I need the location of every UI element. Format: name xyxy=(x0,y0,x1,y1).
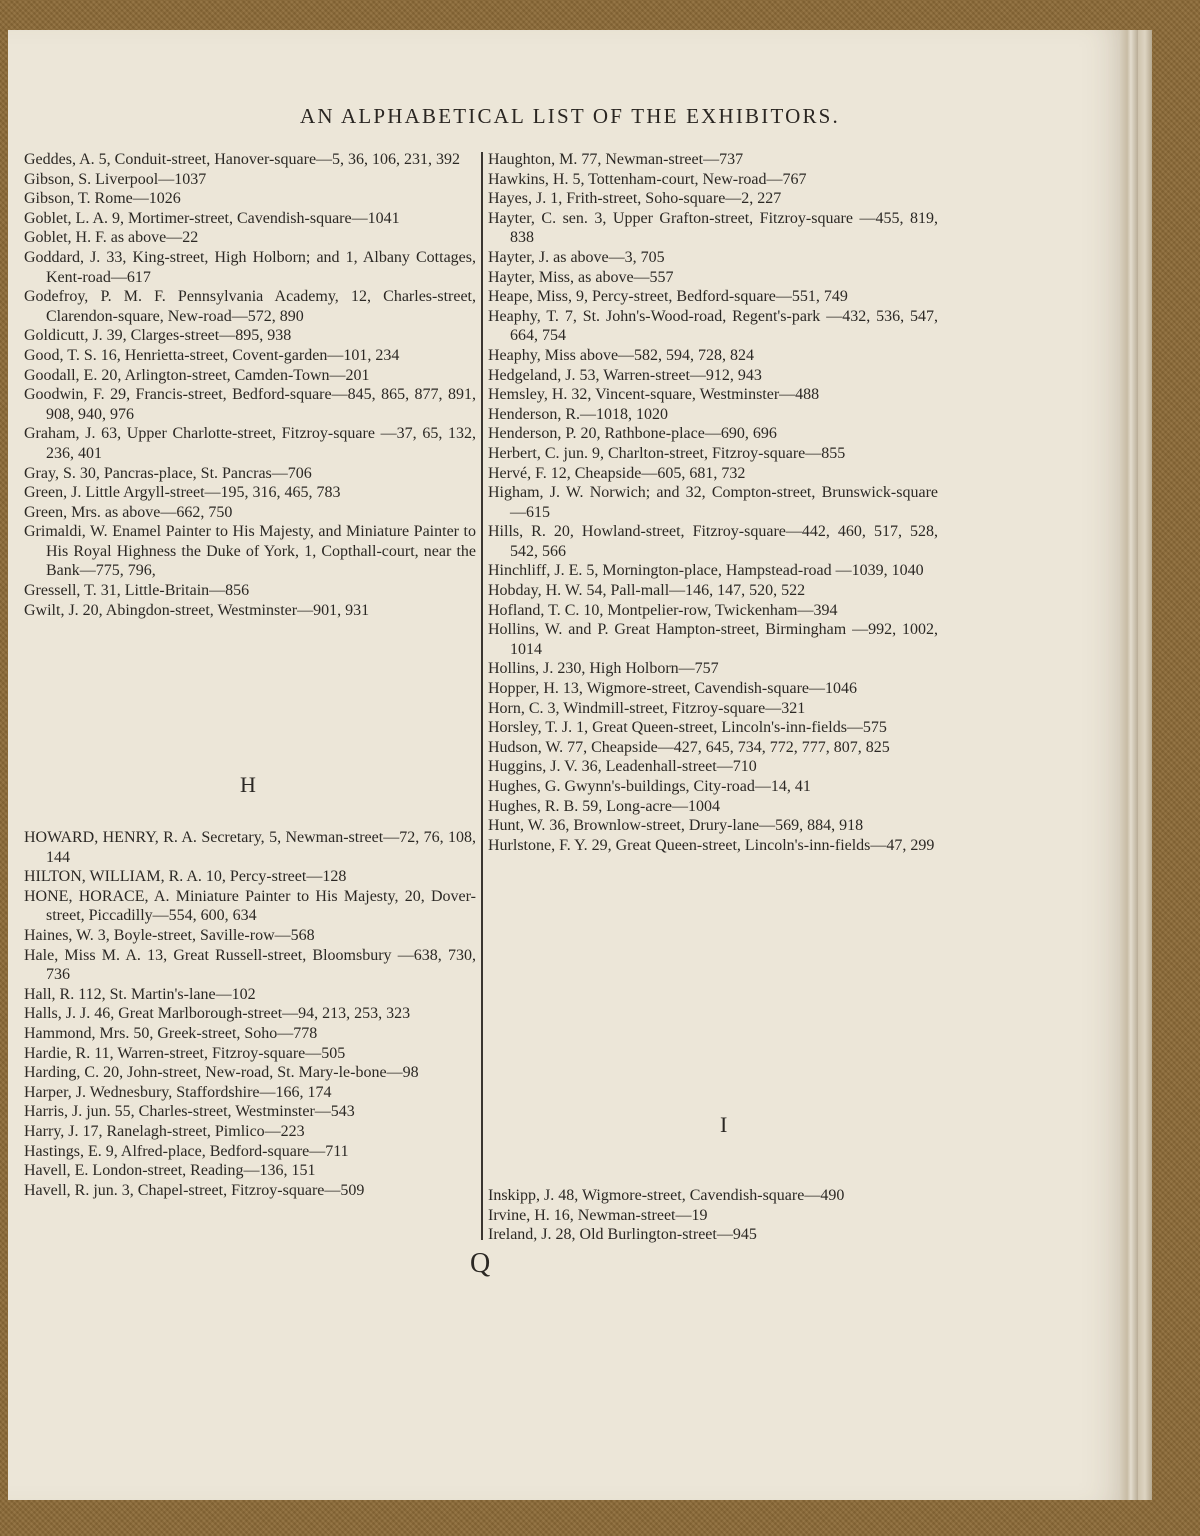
list-entry: Hervé, F. 12, Cheapside—605, 681, 732 xyxy=(488,464,746,482)
list-entry: Hughes, R. B. 59, Long-acre—1004 xyxy=(488,797,720,815)
list-entry: Gressell, T. 31, Little-Britain—856 xyxy=(24,582,250,600)
list-entry: Heape, Miss, 9, Percy-street, Bedford-square—551, 749 xyxy=(488,288,848,306)
list-entry: Hastings, E. 9, Alfred-place, Bedford-square—711 xyxy=(24,1142,349,1160)
list-entry: Goblet, H. F. as above—22 xyxy=(24,229,199,247)
list-entry: Harris, J. jun. 55, Charles-street, Westminster—543 xyxy=(24,1103,355,1121)
list-entry: Goddard, J. 33, King-street, High Holborn; and 1, Albany Cottages, Kent-road—617 xyxy=(24,248,476,286)
list-entry: Haines, W. 3, Boyle-street, Saville-row—568 xyxy=(24,926,315,944)
list-entry: Hedgeland, J. 53, Warren-street—912, 943 xyxy=(488,366,762,384)
list-entry: Hale, Miss M. A. 13, Great Russell-street, Bloomsbury —638, 730, 736 xyxy=(24,946,476,984)
list-entry: HONE, HORACE, A. Miniature Painter to His Majesty, 20, Dover-street, Piccadilly—554, 600, 634 xyxy=(24,887,476,925)
list-entry: HOWARD, HENRY, R. A. Secretary, 5, Newman-street—72, 76, 108, 144 xyxy=(24,829,476,866)
h-entries-right xyxy=(488,150,938,855)
list-entry: Higham, J. W. Norwich; and 32, Compton-street, Brunswick-square—615 xyxy=(488,484,938,521)
g-entries xyxy=(24,150,476,620)
list-entry: Hayter, Miss, as above—557 xyxy=(488,268,674,286)
list-entry: Inskipp, J. 48, Wigmore-street, Cavendish-square—490 xyxy=(488,1187,845,1204)
list-entry: Horn, C. 3, Windmill-street, Fitzroy-square—321 xyxy=(488,699,806,717)
list-entry: Hayter, C. sen. 3, Upper Grafton-street, Fitzroy-square —455, 819, 838 xyxy=(488,209,938,247)
page-edges xyxy=(1120,30,1138,1500)
list-entry: Hunt, W. 36, Brownlow-street, Drury-lane—569, 884, 918 xyxy=(488,817,864,835)
list-entry: Godefroy, P. M. F. Pennsylvania Academy, 12, Charles-street, Clarendon-square, New-road—572, 890 xyxy=(24,288,476,325)
list-entry: Hollins, J. 230, High Holborn—757 xyxy=(488,660,719,678)
list-entry: Graham, J. 63, Upper Charlotte-street, Fitzroy-square —37, 65, 132, 236, 401 xyxy=(24,425,476,462)
column-rule xyxy=(481,152,483,1240)
page-edges-inner xyxy=(1138,30,1152,1500)
section-letter-i: I xyxy=(720,1112,728,1137)
list-entry: Hardie, R. 11, Warren-street, Fitzroy-square—505 xyxy=(24,1044,346,1062)
list-entry: Green, Mrs. as above—662, 750 xyxy=(24,503,233,521)
signature-mark: Q xyxy=(470,1248,491,1279)
list-entry: Grimaldi, W. Enamel Painter to His Majesty, and Miniature Painter to His Royal Highness the Duke of York, 1, Copthall-court, near the Bank—775, 796, xyxy=(24,523,476,580)
left-column-h xyxy=(24,828,476,1200)
list-entry: Horsley, T. J. 1, Great Queen-street, Lincoln's-inn-fields—575 xyxy=(488,719,887,737)
list-entry: Hopper, H. 13, Wigmore-street, Cavendish-square—1046 xyxy=(488,680,857,698)
list-entry: Hollins, W. and P. Great Hampton-street, Birmingham —992, 1002, 1014 xyxy=(488,621,938,658)
list-entry: HILTON, WILLIAM, R. A. 10, Percy-street—128 xyxy=(24,868,347,886)
list-entry: Heaphy, T. 7, St. John's-Wood-road, Regent's-park —432, 536, 547, 664, 754 xyxy=(488,307,938,345)
list-entry: Goblet, L. A. 9, Mortimer-street, Cavendish-square—1041 xyxy=(24,209,400,227)
list-entry: Hayter, J. as above—3, 705 xyxy=(488,248,665,266)
list-entry: Good, T. S. 16, Henrietta-street, Covent-garden—101, 234 xyxy=(24,346,400,364)
right-column xyxy=(488,150,938,855)
list-entry: Goldicutt, J. 39, Clarges-street—895, 938 xyxy=(24,327,292,345)
list-entry: Gibson, T. Rome—1026 xyxy=(24,190,181,208)
list-entry: Heaphy, Miss above—582, 594, 728, 824 xyxy=(488,346,755,364)
list-entry: Hall, R. 112, St. Martin's-lane—102 xyxy=(24,985,256,1003)
list-entry: Henderson, P. 20, Rathbone-place—690, 696 xyxy=(488,425,777,443)
list-entry: Ireland, J. 28, Old Burlington-street—945 xyxy=(488,1226,757,1244)
list-entry: Hayes, J. 1, Frith-street, Soho-square—2, 227 xyxy=(488,190,782,208)
list-entry: Hofland, T. C. 10, Montpelier-row, Twickenham—394 xyxy=(488,601,838,619)
right-column-i xyxy=(488,1186,938,1245)
section-letter-h: H xyxy=(240,772,256,797)
list-entry: Irvine, H. 16, Newman-street—19 xyxy=(488,1206,708,1224)
list-entry: Haughton, M. 77, Newman-street—737 xyxy=(488,151,744,168)
list-entry: Halls, J. J. 46, Great Marlborough-street—94, 213, 253, 323 xyxy=(24,1005,411,1023)
h-entries-left xyxy=(24,828,476,1200)
list-entry: Harry, J. 17, Ranelagh-street, Pimlico—223 xyxy=(24,1122,305,1140)
list-entry: Hughes, G. Gwynn's-buildings, City-road—14, 41 xyxy=(488,778,811,795)
list-entry: Havell, R. jun. 3, Chapel-street, Fitzroy-square—509 xyxy=(24,1181,365,1199)
list-entry: Geddes, A. 5, Conduit-street, Hanover-square—5, 36, 106, 231, 392 xyxy=(24,151,461,168)
list-entry: Herbert, C. jun. 9, Charlton-street, Fitzroy-square—855 xyxy=(488,444,846,462)
list-entry: Goodwin, F. 29, Francis-street, Bedford-square—845, 865, 877, 891, 908, 940, 976 xyxy=(24,386,476,423)
list-entry: Goodall, E. 20, Arlington-street, Camden-Town—201 xyxy=(24,366,370,384)
list-entry: Hurlstone, F. Y. 29, Great Queen-street, Lincoln's-inn-fields—47, 299 xyxy=(488,836,935,854)
list-entry: Gray, S. 30, Pancras-place, St. Pancras—706 xyxy=(24,464,312,482)
list-entry: Hudson, W. 77, Cheapside—427, 645, 734, 772, 777, 807, 825 xyxy=(488,738,890,756)
list-entry: Hobday, H. W. 54, Pall-mall—146, 147, 520, 522 xyxy=(488,582,806,600)
list-entry: Gibson, S. Liverpool—1037 xyxy=(24,170,207,188)
list-entry: Hawkins, H. 5, Tottenham-court, New-road—767 xyxy=(488,170,807,188)
list-entry: Gwilt, J. 20, Abingdon-street, Westminster—901, 931 xyxy=(24,601,370,619)
list-entry: Hills, R. 20, Howland-street, Fitzroy-square—442, 460, 517, 528, 542, 566 xyxy=(488,523,938,560)
list-entry: Hammond, Mrs. 50, Greek-street, Soho—778 xyxy=(24,1024,318,1042)
list-entry: Henderson, R.—1018, 1020 xyxy=(488,405,668,423)
left-column xyxy=(24,150,476,620)
list-entry: Harper, J. Wednesbury, Staffordshire—166, 174 xyxy=(24,1083,332,1101)
page-title: AN ALPHABETICAL LIST OF THE EXHIBITORS. xyxy=(299,104,841,128)
list-entry: Havell, E. London-street, Reading—136, 151 xyxy=(24,1162,316,1180)
i-entries xyxy=(488,1186,938,1245)
list-entry: Harding, C. 20, John-street, New-road, St. Mary-le-bone—98 xyxy=(24,1064,419,1082)
list-entry: Hemsley, H. 32, Vincent-square, Westminster—488 xyxy=(488,386,820,404)
list-entry: Huggins, J. V. 36, Leadenhall-street—710 xyxy=(488,758,757,776)
list-entry: Hinchliff, J. E. 5, Mornington-place, Hampstead-road —1039, 1040 xyxy=(488,562,924,580)
list-entry: Green, J. Little Argyll-street—195, 316, 465, 783 xyxy=(24,484,341,502)
